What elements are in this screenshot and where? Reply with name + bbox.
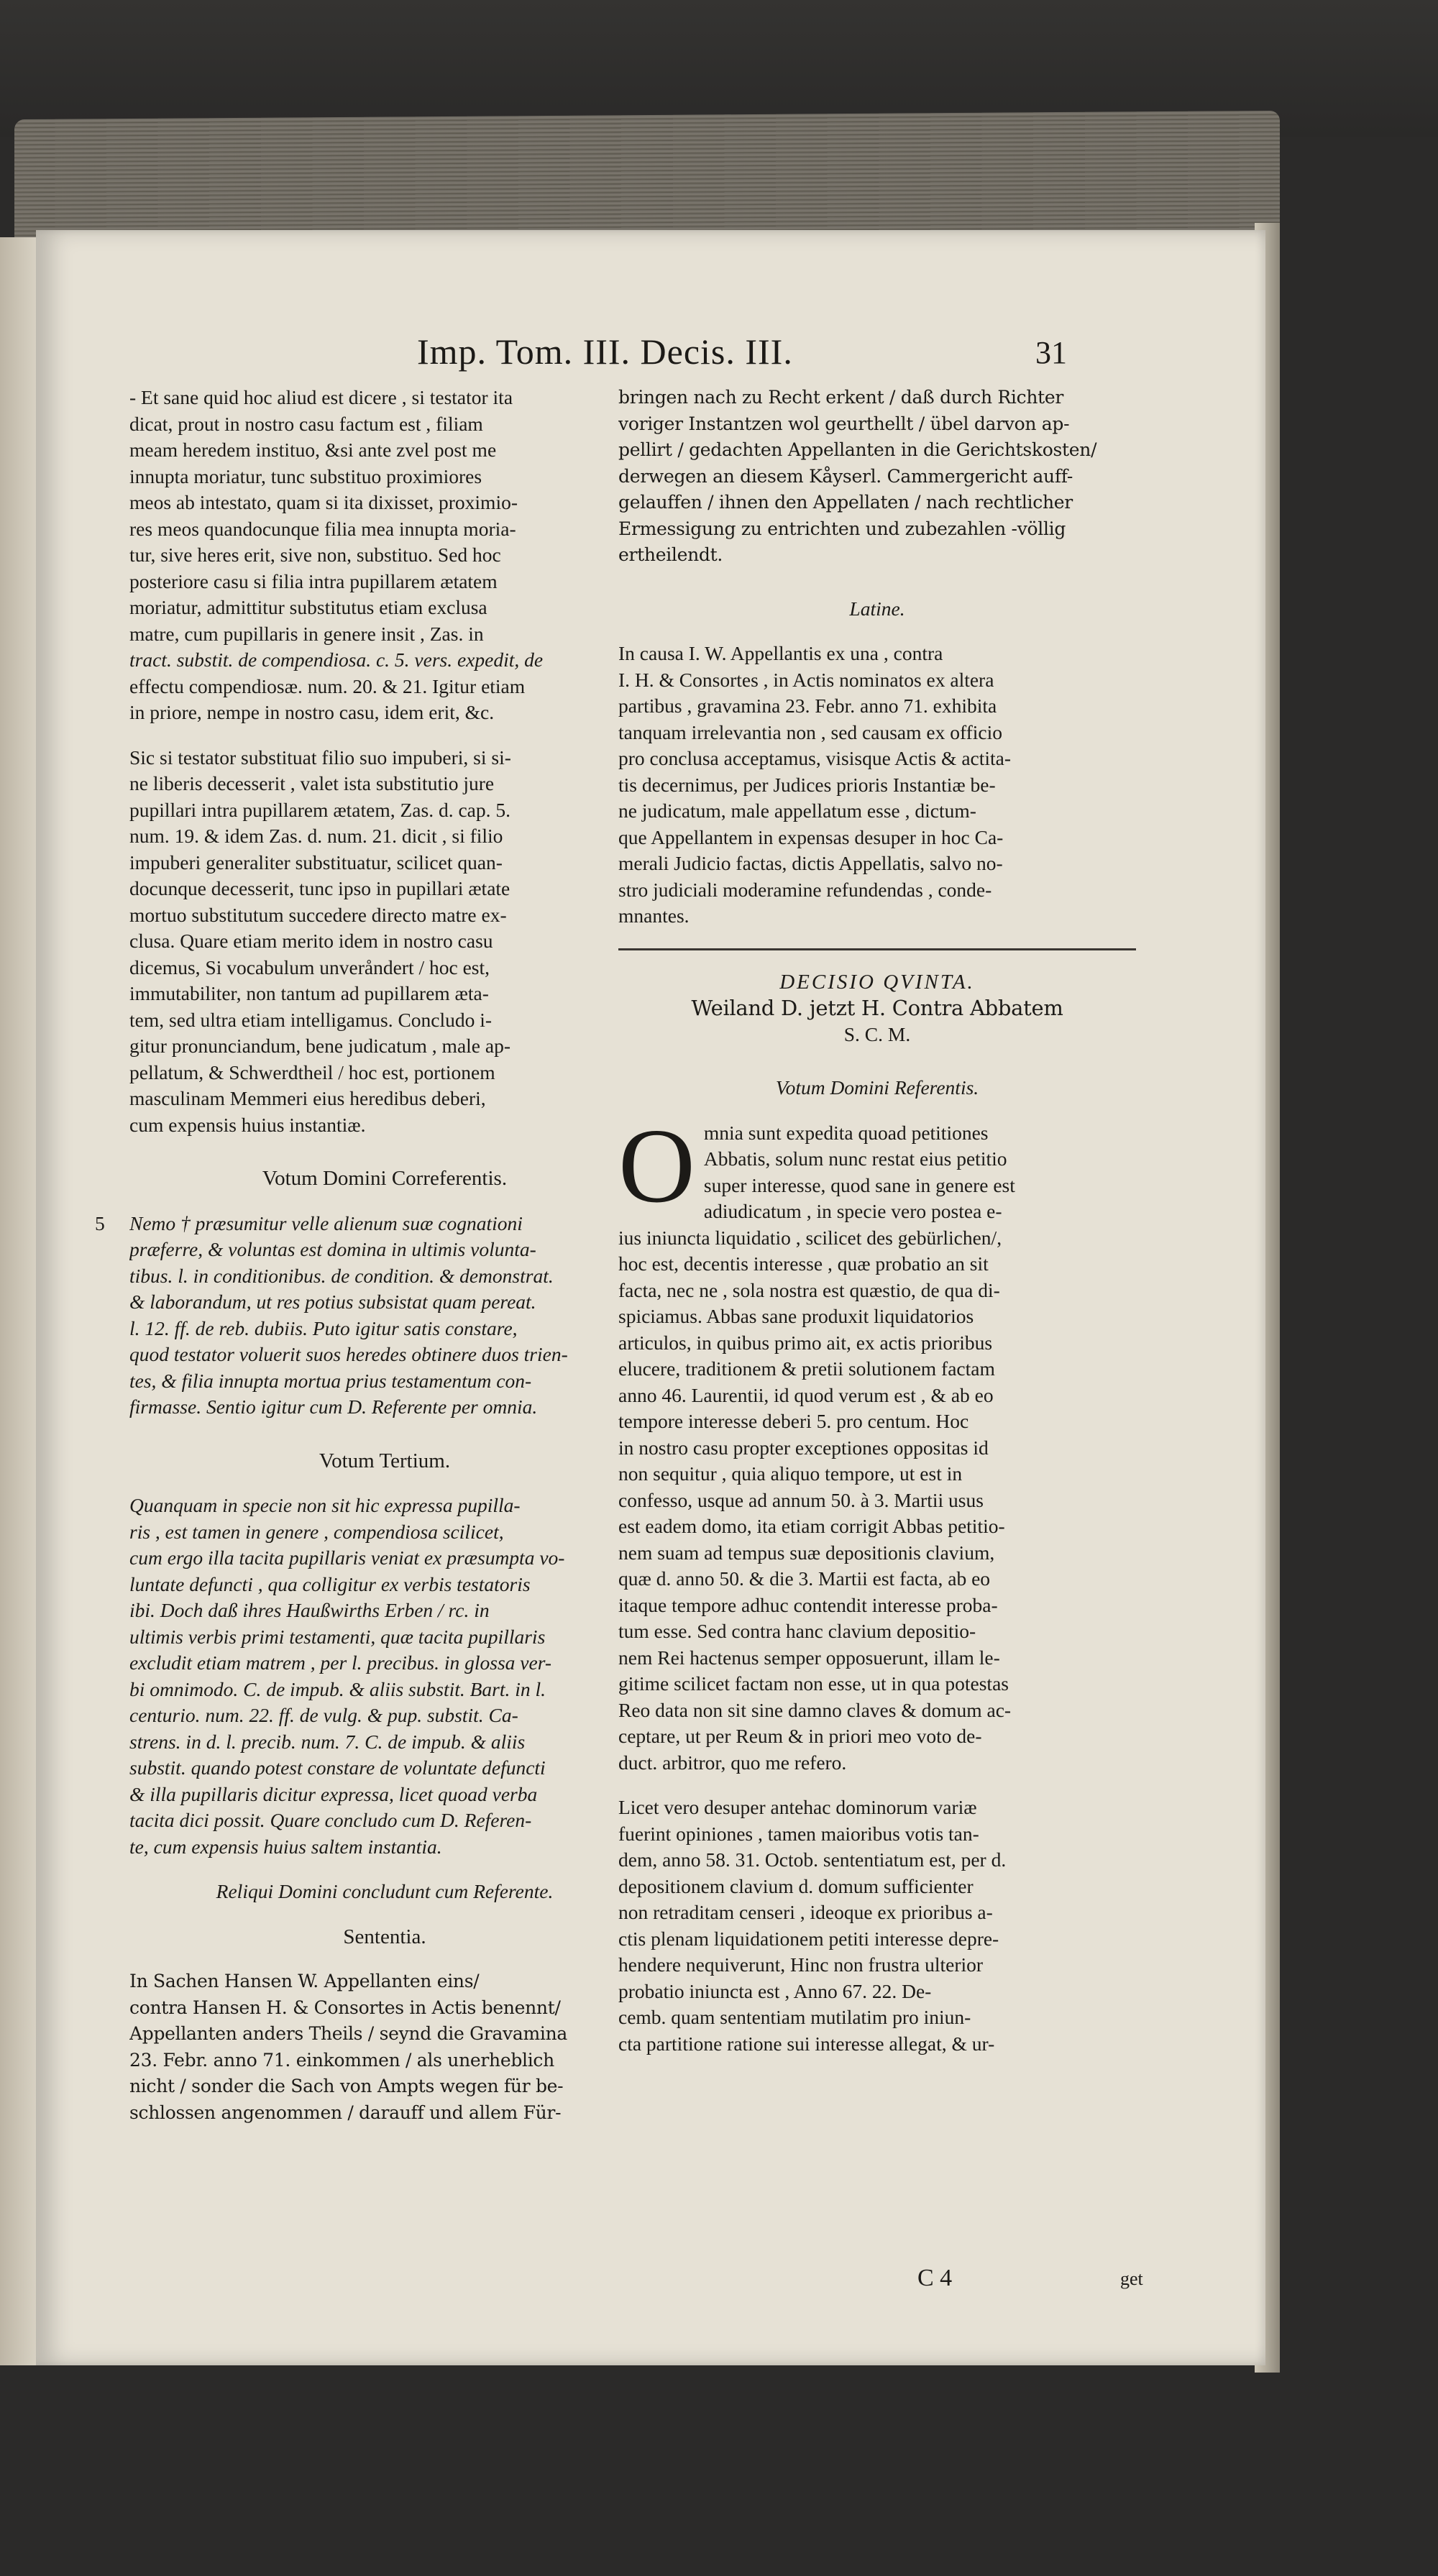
text-line: masculinam Memmeri eius heredibus deberi,	[129, 1087, 486, 1109]
votum-referentis-heading: Votum Domini Referentis.	[775, 1076, 979, 1099]
text-line: tum esse. Sed contra hanc clavium depositio-	[618, 1620, 976, 1642]
text-line: præferre, & voluntas est domina in ultimis volunta-	[129, 1238, 536, 1260]
text-line: ertheilendt.	[618, 544, 723, 565]
text-line: nicht / sonder die Sach von Ampts wegen für be-	[129, 2076, 564, 2096]
text-line: mortuo substitutum succedere directo matre ex-	[129, 903, 507, 926]
text-line: dicemus, Si vocabulum unveråndert / hoc est,	[129, 955, 490, 978]
text-line: immutabiliter, non tantum ad pupillarem æta-	[129, 982, 489, 1004]
drop-cap: O	[618, 1106, 695, 1225]
text-line: - Et sane quid hoc aliud est dicere , si testator ita	[129, 386, 513, 408]
text-line: ne judicatum, male appellatum esse , dictum-	[618, 799, 976, 822]
text-line: confesso, usque ad annum 50. à 3. Martii usus	[618, 1488, 984, 1511]
text-line: dicat, prout in nostro casu factum est , filiam	[129, 412, 483, 435]
signature-mark: C 4	[917, 2265, 953, 2291]
sententia-heading: Sententia.	[343, 1925, 426, 1948]
text-line: adiudicatum , in specie vero postea e-	[703, 1200, 1002, 1222]
text-line: contra Hansen H. & Consortes in Actis benennt/	[129, 1997, 561, 2018]
text-line: cta partitione ratione sui interesse allegat, & ur-	[618, 2032, 995, 2055]
text-line: res meos quandocunque filia mea innupta moria-	[129, 517, 516, 540]
text-line: docunque decesserit, tunc ipso in pupillari ætate	[129, 877, 510, 899]
text-line: ceptare, ut per Reum & in priori meo voto de-	[618, 1725, 982, 1747]
text-line: l. 12. ff. de reb. dubiis. Puto igitur satis constare,	[129, 1316, 518, 1339]
text-line: gelauffen / ihnen den Appellaten / nach rechtlicher	[618, 492, 1073, 513]
text-line: Nemo † præsumitur velle alienum suæ cognationi	[129, 1211, 523, 1234]
text-line: mnantes.	[618, 904, 690, 927]
text-line: tem, sed ultra etiam intelligamus. Concludo i-	[129, 1008, 493, 1031]
text-line: schlossen angenommen / darauff und allem Für-	[129, 2101, 562, 2123]
text-line: in priore, nempe in nostro casu, idem erit, &c.	[129, 701, 495, 723]
text-line: tract. substit. de compendiosa. c. 5. vers. expedit, de	[129, 648, 544, 671]
sententia-text	[129, 1968, 640, 2126]
text-line: innupta moriatur, tunc substituo proximiores	[129, 464, 482, 487]
text-line: mnia sunt expedita quoad petitiones	[703, 1121, 989, 1144]
text-line: meam heredem instituo, &si ante zvel post me	[129, 439, 497, 461]
text-line: ctis plenam liquidationem petiti interesse depre-	[618, 1927, 999, 1950]
text-line: pupillari intra pupillarem ætatem, Zas. d. cap. 5.	[129, 798, 510, 821]
left-para-2	[129, 745, 640, 1139]
text-line: super interesse, quod sane in genere est	[703, 1173, 1015, 1196]
text-line: tis decernimus, per Judices prioris Instantiæ be-	[618, 773, 996, 796]
text-line: elucere, traditionem & pretii solutionem factam	[618, 1357, 995, 1380]
text-line: moriatur, admittitur substitutus etiam exclusa	[129, 596, 487, 618]
text-line: ne liberis decesserit , valet ista substitutio jure	[129, 772, 495, 794]
text-line: In causa I. W. Appellantis ex una , contra	[618, 642, 943, 664]
text-line: tempore interesse deberi 5. pro centum. Hoc	[618, 1410, 969, 1432]
text-line: nem suam ad tempus suæ depositionis clavium,	[618, 1541, 995, 1564]
text-line: Sic si testator substituat filio suo impuberi, si si-	[129, 746, 511, 769]
text-line: & laborandum, ut res potius subsistat quam pereat.	[129, 1291, 536, 1313]
votum-coreferentis-text	[95, 1211, 640, 1421]
text-line: tacita dici possit. Quare concludo cum D. Referen-	[129, 1809, 532, 1831]
text-line: in nostro casu propter exceptiones oppositas id	[618, 1436, 989, 1459]
text-line: clusa. Quare etiam merito idem in nostro casu	[129, 930, 493, 952]
text-line: anno 46. Laurentii, id quod verum est , & ab eo	[618, 1383, 994, 1406]
text-line: pro conclusa acceptamus, visisque Actis & actita-	[618, 747, 1012, 769]
text-line: effectu compendiosæ. num. 20. & 21. Igitur etiam	[129, 674, 526, 697]
decisio-subtitle-2: S. C. M.	[843, 1022, 911, 1045]
text-line: cum expensis huius instantiæ.	[129, 1113, 366, 1136]
text-line: gitur pronunciandum, bene judicatum , male ap-	[129, 1035, 510, 1057]
page-number: 31	[1035, 335, 1067, 370]
text-line: pellirt / gedachten Appellanten in die Gerichtskosten/	[618, 439, 1097, 460]
text-line: probatio iniuncta est , Anno 67. 22. De-	[618, 1979, 932, 2002]
text-line: pellatum, & Schwerdtheil / hoc est, portionem	[129, 1060, 495, 1083]
votum-tertium-heading: Votum Tertium.	[319, 1449, 451, 1472]
text-line: ibi. Doch daß ihres Haußwirths Erben / rc. in	[129, 1599, 490, 1621]
text-line: bringen nach zu Recht erkent / daß durch Richter	[618, 387, 1064, 408]
text-line: Licet vero desuper antehac dominorum variæ	[618, 1796, 977, 1818]
decisio-main-text	[618, 1106, 1136, 1777]
sententia-continued	[618, 385, 1136, 569]
text-line: 23. Febr. anno 71. einkommen / als unerheblich	[129, 2049, 554, 2071]
text-line: voriger Instantzen wol geurthellt / übel darvon ap-	[618, 413, 1070, 434]
votum-tertium-text	[129, 1493, 640, 1860]
text-line: Appellanten anders Theils / seynd die Gravamina	[129, 2023, 567, 2044]
text-line: partibus , gravamina 23. Febr. anno 71. exhibita	[618, 695, 997, 717]
text-line: non sequitur , quia aliquo tempore, ut est in	[618, 1462, 963, 1485]
text-line: ius iniuncta liquidatio , scilicet des gebürlichen/,	[618, 1226, 1002, 1249]
left-column	[95, 385, 640, 2126]
text-line: duct. arbitror, quo me refero.	[618, 1751, 847, 1774]
text-line: ris , est tamen in genere , compendiosa scilicet,	[129, 1520, 504, 1543]
text-line: non retraditam censeri , ideoque ex prioribus a-	[618, 1901, 993, 1923]
text-line: I. H. & Consortes , in Actis nominatos ex altera	[618, 668, 994, 691]
text-line: impuberi generaliter substituatur, scilicet quan-	[129, 851, 503, 874]
text-line: te, cum expensis huius saltem instantia.	[129, 1835, 442, 1858]
text-line: facta, nec ne , sola nostra est quæstio, de qua di-	[618, 1278, 1000, 1301]
text-line: firmasse. Sentio igitur cum D. Referente per omnia.	[129, 1395, 538, 1418]
text-line: Quanquam in specie non sit hic expressa pupilla-	[129, 1494, 521, 1516]
margin-number: 5	[95, 1211, 105, 1234]
text-line: posteriore casu si filia intra pupillarem ætatem	[129, 569, 498, 592]
text-line: num. 19. & idem Zas. d. num. 21. dicit , si filio	[129, 825, 503, 847]
text-line: tes, & filia innupta mortua prius testamentum con-	[129, 1369, 532, 1392]
left-para-1	[129, 385, 640, 726]
text-line: depositionem clavium d. domum sufficienter	[618, 1874, 974, 1897]
text-line: bi omnimodo. C. de impub. & aliis substit. Bart. in l.	[129, 1677, 546, 1700]
text-line: hoc est, decentis interesse , quæ probatio an sit	[618, 1252, 989, 1275]
text-line: itaque tempore adhuc contendit interesse proba-	[618, 1593, 998, 1616]
latine-text	[618, 641, 1136, 930]
text-line: ultimis verbis primi testamenti, quæ tacita pupillaris	[129, 1625, 546, 1648]
text-line: Reo data non sit sine damno claves & domum ac-	[618, 1698, 1012, 1721]
text-line: stro judiciali moderamine refundendas , conde-	[618, 878, 992, 901]
text-line: meos ab intestato, quam si ita dixisset, proximio-	[129, 491, 518, 513]
text-line: matre, cum pupillaris in genere insit , Zas. in	[129, 622, 484, 645]
decisio-subtitle: Weiland D. jetzt H. Contra Abbatem	[691, 996, 1063, 1020]
text-line: In Sachen Hansen W. Appellanten eins/	[129, 1971, 480, 1991]
votum-coreferentis-heading: Votum Domini Correferentis.	[262, 1167, 508, 1190]
right-column	[618, 385, 1136, 2057]
reliqui-line: Reliqui Domini concludunt cum Referente.	[216, 1880, 554, 1902]
text-line: que Appellantem in expensas desuper in hoc Ca-	[618, 825, 1004, 848]
section-divider	[618, 948, 1136, 950]
text-line: quæ d. anno 50. & die 3. Martii est facta, ab eo	[618, 1567, 991, 1590]
text-line: est eadem domo, ita etiam corrigit Abbas petitio-	[618, 1515, 1005, 1537]
licet-text	[618, 1795, 1136, 2057]
catchword: get	[1120, 2268, 1143, 2289]
text-line: fuerint opiniones , tamen maioribus votis tan-	[618, 1822, 979, 1845]
text-line: hendere nequiverunt, Hinc non frustra ulterior	[618, 1953, 984, 1976]
text-line: & illa pupillaris dicitur expressa, licet quoad verba	[129, 1782, 538, 1805]
book-page	[36, 230, 1265, 2365]
text-line: cemb. quam sententiam mutilatim pro iniun-	[618, 2006, 971, 2028]
text-line: strens. in d. l. precib. num. 7. C. de impub. & aliis	[129, 1730, 526, 1753]
latine-heading: Latine.	[849, 597, 905, 620]
text-line: quod testator voluerit suos heredes obtinere duos trien-	[129, 1343, 568, 1365]
decisio-heading: DECISIO QVINTA.	[779, 970, 975, 994]
text-line: Ermessigung zu entrichten und zubezahlen -völlig	[618, 518, 1066, 539]
text-line: nem Rei hactenus semper opposuerunt, illam le-	[618, 1646, 1000, 1669]
text-line: spiciamus. Abbas sane produxit liquidatorios	[618, 1305, 974, 1327]
text-line: merali Judicio factas, dictis Appellatis, salvo no-	[618, 852, 1003, 874]
text-line: tur, sive heres erit, sive non, substituo. Sed hoc	[129, 544, 501, 566]
text-line: gitime scilicet factam non esse, ut in qua potestas	[618, 1672, 1009, 1695]
text-line: excludit etiam matrem , per l. precibus. in glossa ver-	[129, 1651, 552, 1674]
text-line: cum ergo illa tacita pupillaris veniat ex præsumpta vo-	[129, 1546, 565, 1569]
text-line: dem, anno 58. 31. Octob. sententiatum est, per d.	[618, 1848, 1007, 1871]
text-line: luntate defuncti , qua colligitur ex verbis testatoris	[129, 1572, 531, 1595]
text-line: tibus. l. in conditionibus. de condition. & demonstrat.	[129, 1264, 554, 1287]
text-line: centurio. num. 22. ff. de vulg. & pup. substit. Ca-	[129, 1704, 518, 1726]
text-line: substit. quando potest constare de voluntate defuncti	[129, 1756, 546, 1779]
text-line: tanquam irrelevantia non , sed causam ex officio	[618, 720, 1003, 743]
text-line: articulos, in quibus primo ait, ex actis prioribus	[618, 1331, 993, 1354]
running-header: Imp. Tom. III. Decis. III.	[417, 331, 793, 372]
text-line: Abbatis, solum nunc restat eius petitio	[703, 1147, 1007, 1170]
text-line: derwegen an diesem Kåyserl. Cammergericht auff-	[618, 465, 1073, 487]
